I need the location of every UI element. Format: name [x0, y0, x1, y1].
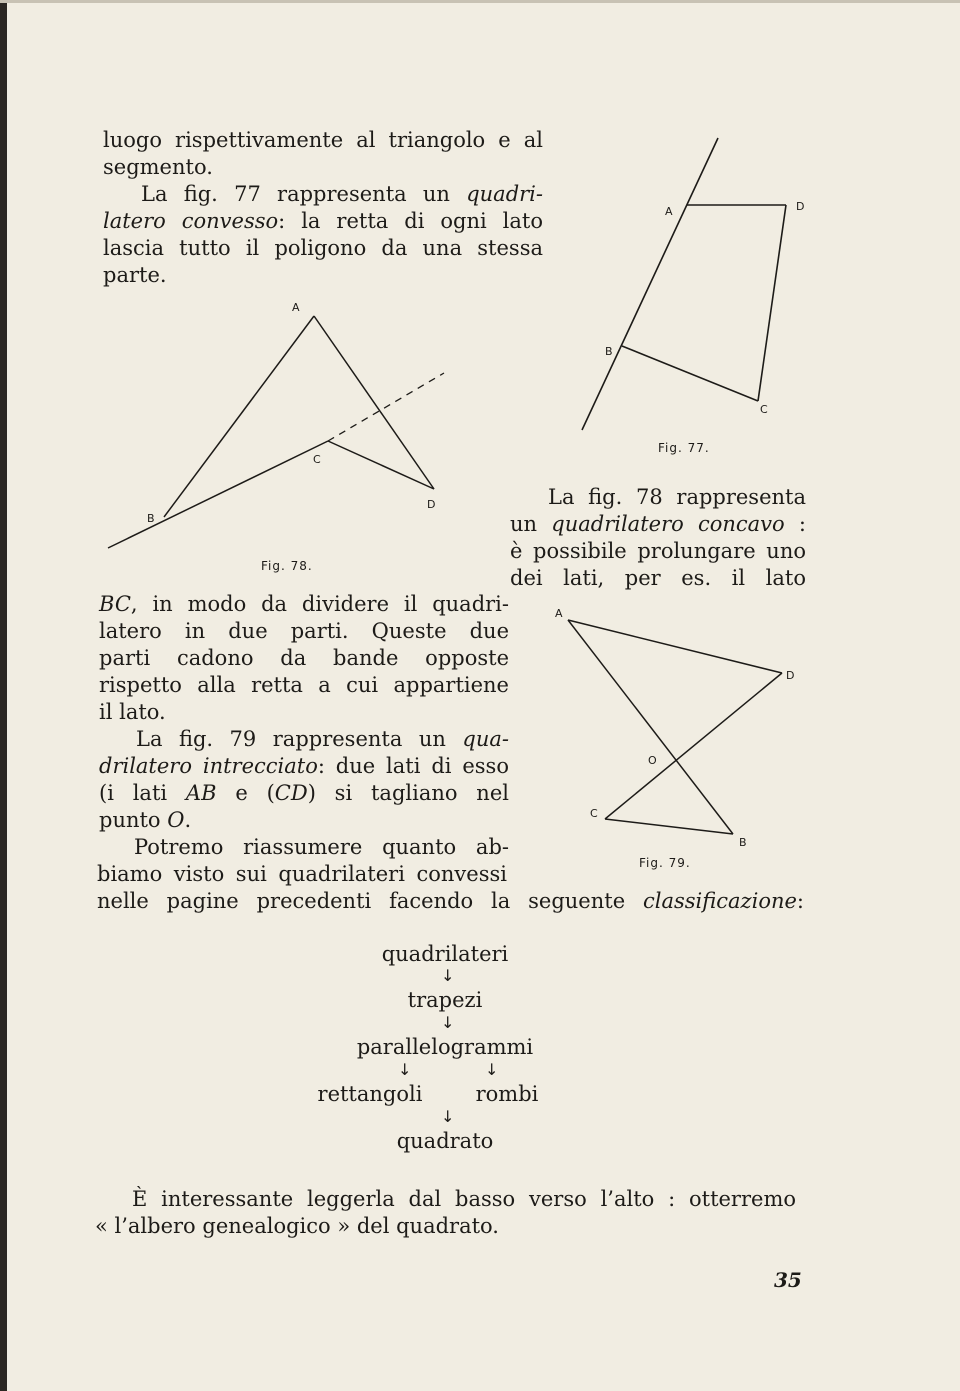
fig78-caption: Fig. 78. [261, 559, 313, 573]
text-line [99, 807, 191, 834]
text-span: punto [99, 808, 161, 832]
fig78-dashed-extension [328, 373, 444, 441]
fig78-label-a: A [292, 301, 300, 314]
tree-node-rombi: rombi [475, 1082, 539, 1106]
down-arrow-icon: ↓ [398, 1060, 412, 1079]
fig79-side-ad [568, 620, 782, 673]
page-number: 35 [774, 1268, 802, 1292]
fig79-caption: Fig. 79. [639, 856, 691, 870]
text-line: (i lati AB e (CD) si tagliano nel [99, 781, 509, 805]
italic-term: quadri- [466, 182, 543, 206]
text-line [510, 511, 806, 538]
text-span: : [798, 512, 806, 536]
fig79-label-a: A [555, 607, 563, 620]
text-span: e [235, 781, 248, 805]
fig79-side-dc [605, 673, 782, 819]
fig78-label-d: D [427, 498, 436, 511]
page-top-edge [0, 0, 960, 3]
down-arrow-icon: ↓ [441, 1107, 455, 1126]
text-line: latero in due parti. Queste due [99, 619, 509, 643]
fig79-side-ab [568, 620, 733, 834]
italic-term: O [167, 808, 185, 832]
fig79-label-o: O [648, 754, 657, 767]
text-line: « l’albero genealogico » del quadrato. [95, 1214, 499, 1238]
figure-77 [570, 125, 830, 455]
fig79-label-b: B [739, 836, 747, 849]
text-line [97, 888, 804, 915]
text-line [99, 591, 509, 618]
text-line: dei lati, per es. il lato [510, 566, 806, 590]
fig78-side-ad [314, 316, 434, 489]
fig77-caption: Fig. 77. [658, 441, 710, 455]
text-line [99, 753, 509, 780]
text-span: (i lati [99, 781, 168, 805]
text-line: È interessante leggerla dal basso verso l’alto : otterremo [132, 1187, 796, 1211]
text-line: parti cadono da bande opposte [99, 646, 509, 670]
text-span: un [510, 512, 538, 536]
text-line: è possibile prolungare uno [510, 539, 806, 563]
text-line: rispetto alla retta a cui appartiene [99, 673, 509, 697]
text-line: segmento. [103, 155, 213, 179]
fig77-label-a: A [665, 205, 673, 218]
tree-node-quadrato: quadrato [396, 1129, 494, 1153]
italic-term: quadrilatero concavo [551, 512, 785, 536]
fig77-line [582, 138, 718, 430]
italic-term: BC [99, 592, 131, 616]
text-line: il lato. [99, 700, 166, 724]
text-span: nelle pagine precedenti facendo la seguente [97, 889, 626, 913]
page-edge [0, 0, 7, 1391]
text-span: : la retta di ogni lato [278, 209, 543, 233]
text-span: La fig. 79 rappresenta un [136, 727, 446, 751]
text-line [99, 726, 509, 753]
tree-node-rettangoli: rettangoli [317, 1082, 423, 1106]
fig79-side-cb [605, 819, 733, 834]
text-span: La fig. 77 rappresenta un [141, 182, 450, 206]
text-span: : [796, 889, 804, 913]
italic-term: latero convesso [103, 209, 279, 233]
tree-node-parallelogrammi: parallelogrammi [356, 1035, 534, 1059]
text-span: , in modo da dividere il quadri- [130, 592, 509, 616]
text-line [103, 181, 543, 208]
text-span: ) si tagliano nel [307, 781, 509, 805]
down-arrow-icon: ↓ [441, 966, 455, 985]
fig77-label-c: C [760, 403, 768, 416]
text-line: La fig. 78 rappresenta [548, 485, 806, 509]
text-line: parte. [103, 263, 167, 287]
italic-term: drilatero intrecciato [99, 754, 318, 778]
down-arrow-icon: ↓ [485, 1060, 499, 1079]
fig79-label-d: D [786, 669, 795, 682]
figure-78 [100, 295, 460, 565]
figure-79 [555, 600, 805, 860]
fig78-label-c: C [313, 453, 321, 466]
italic-term: AB [185, 781, 217, 805]
text-span: Potremo riassumere quanto ab- [134, 835, 509, 859]
fig77-label-b: B [605, 345, 613, 358]
fig77-label-d: D [796, 200, 805, 213]
italic-term: qua- [462, 727, 509, 751]
text-span: . [184, 808, 192, 832]
down-arrow-icon: ↓ [441, 1013, 455, 1032]
text-line [99, 834, 509, 861]
text-line [103, 208, 543, 235]
text-line: biamo visto sui quadrilateri convessi [97, 862, 507, 886]
fig78-label-b: B [147, 512, 155, 525]
fig78-side-cb-extended [108, 441, 328, 548]
text-span: : due lati di esso [317, 754, 509, 778]
fig77-side-cb [622, 346, 758, 401]
fig79-label-c: C [590, 807, 598, 820]
italic-term: classificazione [642, 889, 797, 913]
text-line: lascia tutto il poligono da una stessa [103, 236, 543, 260]
tree-node-quadrilateri: quadrilateri [381, 942, 509, 966]
italic-term: CD [274, 781, 308, 805]
fig78-side-ab [164, 316, 314, 517]
tree-node-trapezi: trapezi [407, 988, 483, 1012]
text-line: luogo rispettivamente al triangolo e al [103, 128, 543, 152]
fig77-side-dc [758, 205, 786, 401]
